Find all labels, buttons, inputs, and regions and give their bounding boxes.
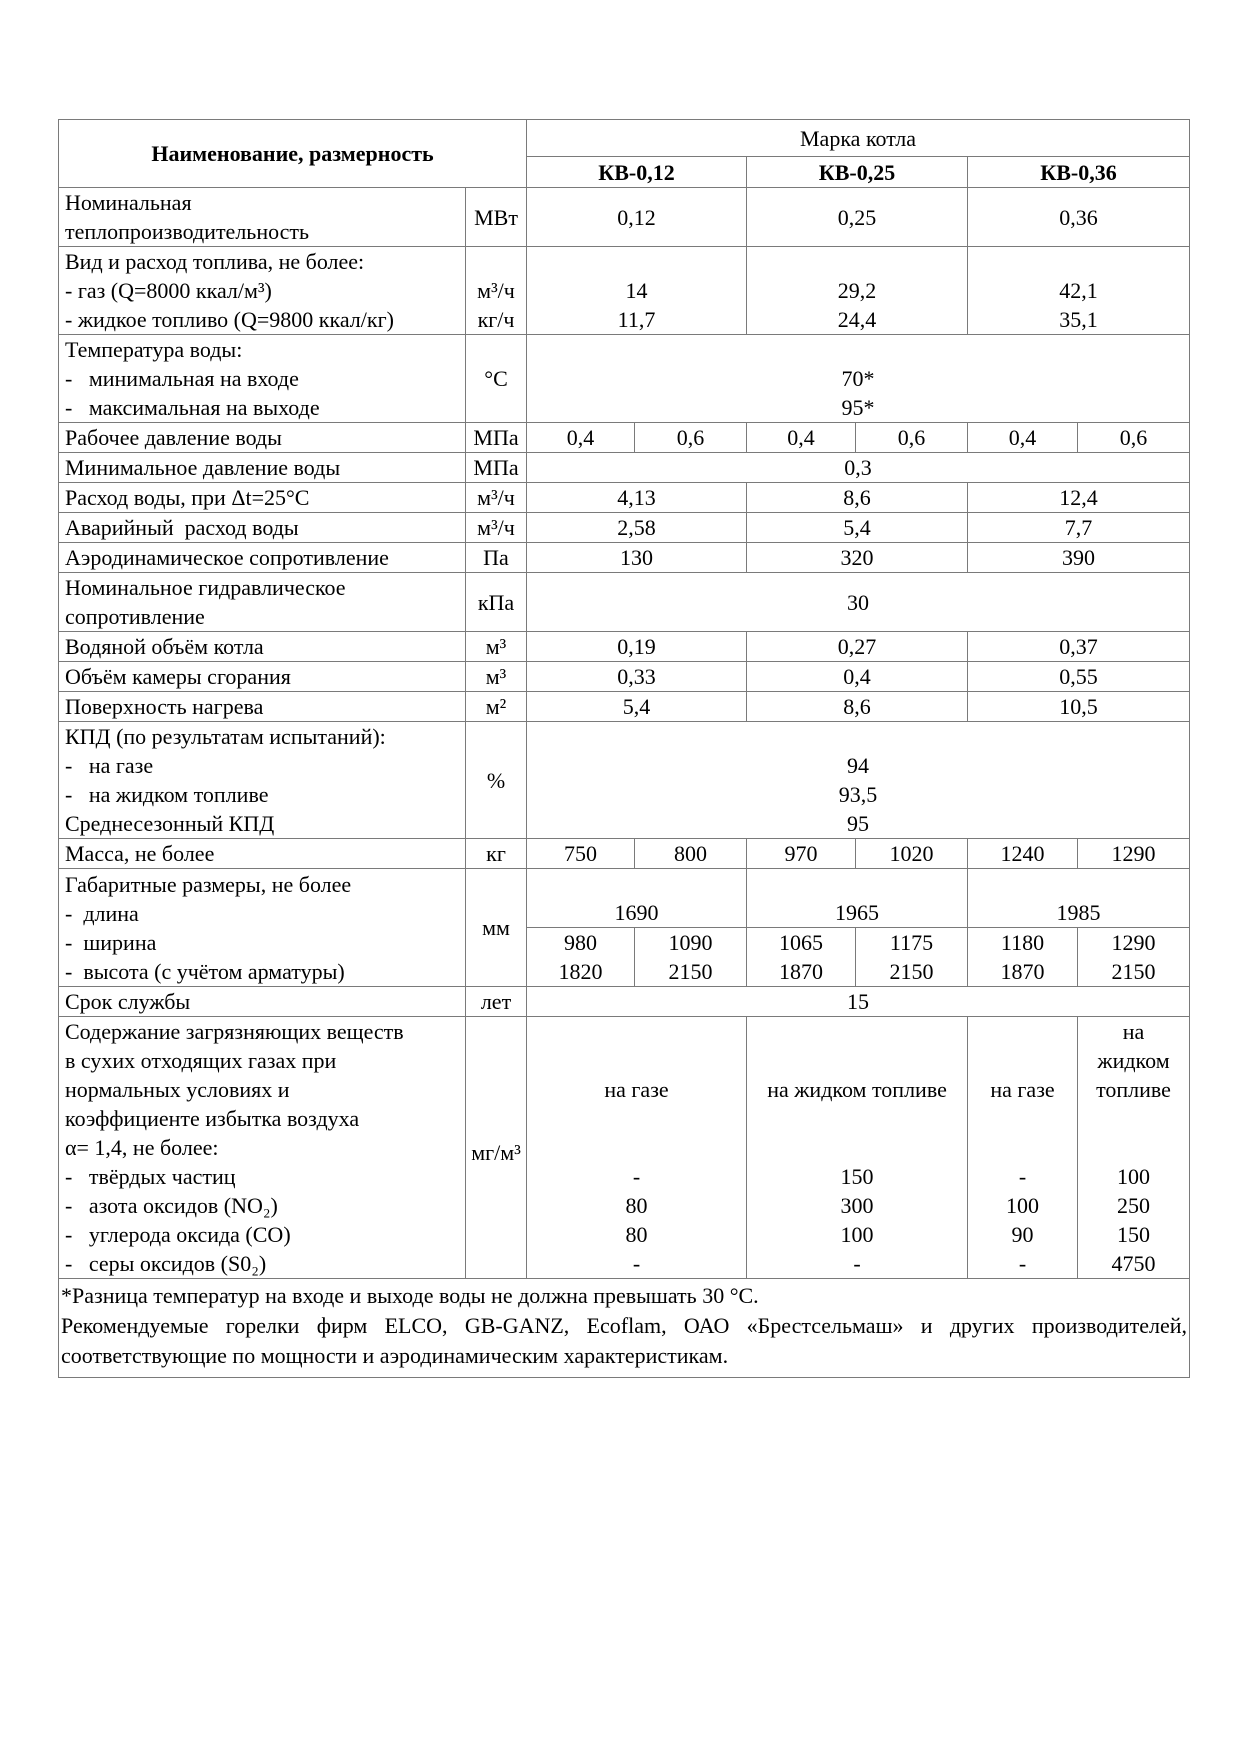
unit: МПа (466, 453, 527, 483)
label-line: - на газе (65, 753, 154, 778)
unit: м³ (466, 632, 527, 662)
table-row (59, 423, 1190, 453)
label-line: - ширина (65, 929, 157, 955)
value-line (529, 1017, 744, 1046)
table-row (59, 335, 1190, 423)
label-line: нормальных условиях и (65, 1077, 290, 1102)
value-line (970, 1133, 1075, 1162)
value: 1965 (747, 869, 968, 928)
value-line: 35,1 (1059, 307, 1098, 332)
emission-column-head: на газе (604, 1077, 669, 1102)
value-line: 250 (1117, 1193, 1151, 1218)
value-line: 95* (841, 395, 875, 420)
value: 0,4 (747, 662, 968, 692)
value: 15 (527, 987, 1190, 1017)
value: 0,6 (635, 423, 747, 453)
label-line: - на жидком топливе (65, 782, 269, 807)
emission-column (747, 1017, 968, 1279)
value: 0,25 (747, 188, 968, 247)
unit: мм (466, 869, 527, 987)
header-row (59, 120, 1190, 157)
row-label (59, 247, 466, 335)
label-line: - углерода оксида (СО) (65, 1222, 291, 1247)
value-line: - (1018, 1251, 1027, 1276)
value-line: 70* (841, 366, 875, 391)
emission-column (527, 1017, 747, 1279)
value: 800 (635, 839, 747, 869)
value-line: 1090 (668, 930, 713, 955)
table-row (59, 453, 1190, 483)
footer-burners: Рекомендуемые горелки фирм ELCO, GB-GANZ, Ecoflam, ОАО «Брестсельмаш» и других производителей, соответствующие по мощности и аэродинамическим характеристикам. (61, 1313, 1188, 1368)
value-line (529, 1104, 744, 1133)
value: 0,4 (968, 423, 1078, 453)
value: 0,55 (968, 662, 1190, 692)
value: 10,5 (968, 692, 1190, 722)
value-line: 150 (1117, 1222, 1151, 1247)
label-line: Температура воды: (65, 337, 243, 362)
value: 0,37 (968, 632, 1190, 662)
value-line: 2150 (1111, 959, 1156, 984)
value: 1020 (856, 839, 968, 869)
table-row (59, 483, 1190, 513)
label-line: КПД (по результатам испытаний): (65, 724, 386, 749)
value-line: 29,2 (837, 278, 877, 303)
row-label (59, 188, 466, 247)
row-label: Рабочее давление воды (59, 423, 466, 453)
value-line: 300 (840, 1193, 874, 1218)
value: 0,36 (968, 188, 1190, 247)
label-line: Содержание загрязняющих веществ (65, 1019, 404, 1044)
value: 0,3 (527, 453, 1190, 483)
footer-note: *Разница температур на входе и выходе воды не должна превышать 30 °С. (61, 1283, 759, 1308)
unit: Па (466, 543, 527, 573)
value (527, 722, 1190, 839)
value-line: 100 (1006, 1193, 1040, 1218)
label-line: Среднесезонный КПД (65, 811, 275, 836)
row-label: Аварийный расход воды (59, 513, 466, 543)
row-label (59, 1017, 466, 1279)
value (747, 928, 856, 987)
table-row (59, 543, 1190, 573)
unit: мг/м³ (466, 1017, 527, 1279)
value-line: 1870 (779, 959, 824, 984)
value: 0,4 (747, 423, 856, 453)
model-kv-012: КВ-0,12 (527, 157, 747, 188)
emission-column (968, 1017, 1078, 1279)
value: 8,6 (747, 483, 968, 513)
value-line (749, 1104, 965, 1133)
value-line: 1820 (558, 959, 603, 984)
unit: м² (466, 692, 527, 722)
label-line: сопротивление (65, 604, 205, 629)
row-label (59, 869, 466, 987)
value-line: 93,5 (838, 782, 878, 807)
row-label: Водяной объём котла (59, 632, 466, 662)
value: 2,58 (527, 513, 747, 543)
value-line: 90 (1011, 1222, 1034, 1247)
label-line: - газ (Q=8000 ккал/м³) (65, 278, 272, 303)
table-row (59, 692, 1190, 722)
unit: МПа (466, 423, 527, 453)
value-line (749, 1017, 965, 1046)
table-row (59, 513, 1190, 543)
value: 7,7 (968, 513, 1190, 543)
label-line: - длина (65, 900, 139, 926)
table-row (59, 188, 1190, 247)
label-line: - высота (с учётом арматуры) (65, 958, 345, 984)
model-kv-025: КВ-0,25 (747, 157, 968, 188)
value: 5,4 (747, 513, 968, 543)
value: 0,33 (527, 662, 747, 692)
value (747, 247, 968, 335)
emission-column (1078, 1017, 1190, 1279)
value-line (970, 1046, 1075, 1075)
unit: кПа (466, 573, 527, 632)
value-line: 100 (1117, 1164, 1151, 1189)
value (527, 335, 1190, 423)
table-row (59, 247, 1190, 335)
value: 750 (527, 839, 635, 869)
value-line: 980 (564, 930, 598, 955)
value: 130 (527, 543, 747, 573)
label-line: Габаритные размеры, не более (65, 871, 352, 897)
value-line (970, 1104, 1075, 1133)
value: 970 (747, 839, 856, 869)
value-line: 24,4 (837, 307, 877, 332)
table-row (59, 1017, 1190, 1279)
value-line: 2150 (889, 959, 934, 984)
unit: м³/ч (466, 483, 527, 513)
unit: м³/ч (466, 513, 527, 543)
value: 4,13 (527, 483, 747, 513)
label-line: Вид и расход топлива, не более: (65, 249, 365, 274)
table-row (59, 632, 1190, 662)
table-row (59, 987, 1190, 1017)
value-line (1080, 1133, 1187, 1162)
header-title: Наименование, размерность (59, 120, 527, 188)
value: 0,27 (747, 632, 968, 662)
value: 8,6 (747, 692, 968, 722)
value-line: 14 (625, 278, 648, 303)
row-label: Поверхность нагрева (59, 692, 466, 722)
label-line: α= 1,4, не более: (65, 1135, 219, 1160)
value-line (970, 1017, 1075, 1046)
unit (466, 247, 527, 335)
unit: м³ (466, 662, 527, 692)
row-label (59, 335, 466, 423)
value-line: - (632, 1251, 641, 1276)
value: 1985 (968, 869, 1190, 928)
value-line (749, 1133, 965, 1162)
value: 0,4 (527, 423, 635, 453)
value-line (749, 1046, 965, 1075)
unit: % (466, 722, 527, 839)
value-line: 150 (840, 1164, 874, 1189)
table-row (59, 869, 1190, 928)
label-line: - максимальная на выходе (65, 395, 320, 420)
value-line: - (853, 1251, 861, 1276)
value (527, 247, 747, 335)
label-line: - азота оксидов (NO₂) (65, 1193, 278, 1218)
value-line: 1175 (889, 930, 934, 955)
unit-line: кг/ч (477, 307, 515, 332)
value (527, 928, 635, 987)
value: 30 (527, 573, 1190, 632)
value (1078, 928, 1190, 987)
value-line: - (1018, 1164, 1027, 1189)
value-line: 1065 (779, 930, 824, 955)
value-line (1080, 1104, 1187, 1133)
table-row (59, 662, 1190, 692)
row-label: Объём камеры сгорания (59, 662, 466, 692)
table-row (59, 839, 1190, 869)
label-line: - твёрдых частиц (65, 1164, 236, 1189)
row-label: Масса, не более (59, 839, 466, 869)
emission-column-head: на (1122, 1019, 1145, 1044)
value-line: 1870 (1000, 959, 1045, 984)
value-line: 11,7 (617, 307, 656, 332)
row-label: Срок службы (59, 987, 466, 1017)
table-row (59, 573, 1190, 632)
value: 1290 (1078, 839, 1190, 869)
label-line: теплопроизводительность (65, 219, 310, 244)
value: 5,4 (527, 692, 747, 722)
value: 0,12 (527, 188, 747, 247)
emission-column-head: на жидком топливе (767, 1077, 947, 1102)
value-line: 95 (847, 811, 870, 836)
boiler-specs-table (58, 119, 1190, 1378)
value-line (529, 1046, 744, 1075)
value: 390 (968, 543, 1190, 573)
label-line: Номинальное гидравлическое (65, 575, 346, 600)
value-line: 4750 (1111, 1251, 1156, 1276)
emission-column-head: на газе (990, 1077, 1055, 1102)
value: 1240 (968, 839, 1078, 869)
value (856, 928, 968, 987)
value (968, 247, 1190, 335)
value-line: 80 (625, 1222, 648, 1247)
unit-line: м³/ч (477, 278, 515, 303)
label-line: коэффициенте избытка воздуха (65, 1106, 360, 1131)
value: 0,19 (527, 632, 747, 662)
value: 1690 (527, 869, 747, 928)
value: 0,6 (856, 423, 968, 453)
label-line: в сухих отходящих газах при (65, 1048, 337, 1073)
row-label (59, 573, 466, 632)
model-kv-036: КВ-0,36 (968, 157, 1190, 188)
unit: лет (466, 987, 527, 1017)
label-line: Номинальная (65, 190, 192, 215)
unit: МВт (466, 188, 527, 247)
value-line: 42,1 (1059, 278, 1098, 303)
value-line: 1290 (1111, 930, 1156, 955)
table-row (59, 722, 1190, 839)
footer (59, 1279, 1190, 1378)
unit: °С (466, 335, 527, 423)
row-label: Аэродинамическое сопротивление (59, 543, 466, 573)
emission-column-head: жидком (1097, 1048, 1170, 1073)
header-brand: Марка котла (527, 120, 1190, 157)
row-label: Минимальное давление воды (59, 453, 466, 483)
value-line (529, 1133, 744, 1162)
value-line: - (632, 1164, 641, 1189)
value: 12,4 (968, 483, 1190, 513)
value-line: 2150 (668, 959, 713, 984)
unit: кг (466, 839, 527, 869)
label-line: - жидкое топливо (Q=9800 ккал/кг) (65, 307, 394, 332)
row-label: Расход воды, при Δt=25°С (59, 483, 466, 513)
value-line: 94 (847, 753, 870, 778)
value-line: 1180 (1000, 930, 1045, 955)
footer-row (59, 1279, 1190, 1378)
value-line: 100 (840, 1222, 874, 1247)
label-line: - минимальная на входе (65, 366, 299, 391)
value: 0,6 (1078, 423, 1190, 453)
value (635, 928, 747, 987)
value-line: 80 (625, 1193, 648, 1218)
label-line: - серы оксидов (S0₂) (65, 1251, 267, 1276)
row-label (59, 722, 466, 839)
value: 320 (747, 543, 968, 573)
emission-column-head: топливе (1096, 1077, 1171, 1102)
value (968, 928, 1078, 987)
